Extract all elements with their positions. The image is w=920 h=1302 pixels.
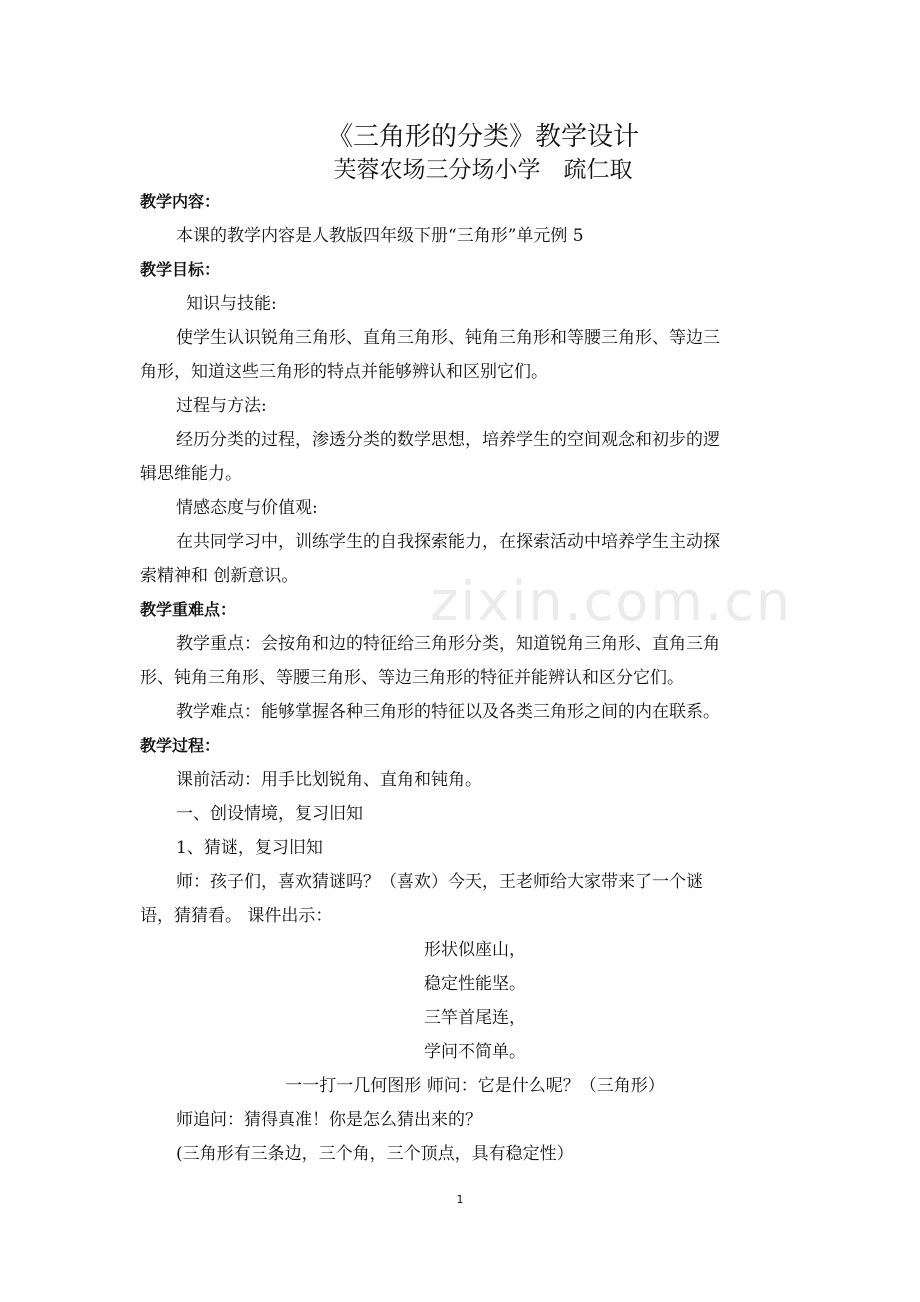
paragraph-line: 师：孩子们，喜欢猜谜吗？（喜欢）今天，王老师给大家带来了一个谜 [176,872,703,892]
riddle-line: 学问不简单。 [424,1042,526,1062]
section-heading-goals: 教学目标： [140,260,221,279]
riddle-line: 形状似座山， [424,940,526,960]
subheading-knowledge-skills: 知识与技能: [186,294,277,314]
paragraph-line: 索精神和 创新意识。 [140,566,299,586]
paragraph-line: 1、猜谜，复习旧知 [176,838,323,858]
riddle-answer-line: 一一打一几何图形 师问：它是什么呢？（三角形） [285,1076,665,1096]
section-heading-content: 教学内容： [140,192,221,211]
document-subtitle: 芙蓉农场三分场小学 疏仁取 [333,157,633,183]
paragraph-line: 教学重点：会按角和边的特征给三角形分类，知道锐角三角形、直角三角 [176,634,720,654]
paragraph-line: 在共同学习中，训练学生的自我探索能力，在探索活动中培养学生主动探 [176,532,720,552]
document-title: 《三角形的分类》教学设计 [326,122,639,152]
paragraph-line: 师追问：猜得真准！你是怎么猜出来的？ [176,1110,482,1130]
paragraph-line: 辑思维能力。 [140,464,242,484]
watermark-text: zixin.com.cn [430,570,793,633]
section-heading-key-points: 教学重难点： [140,600,237,619]
paragraph-line: 经历分类的过程，渗透分类的数学思想，培养学生的空间观念和初步的逻 [176,430,720,450]
paragraph-line: 使学生认识锐角三角形、直角三角形、钝角三角形和等腰三角形、等边三 [176,328,720,348]
riddle-line: 稳定性能坚。 [424,974,526,994]
riddle-line: 三竿首尾连， [424,1008,526,1028]
section-heading-process: 教学过程： [140,736,221,755]
paragraph-line: 角形，知道这些三角形的特点并能够辨认和区别它们。 [140,362,548,382]
paragraph-line: (三角形有三条边，三个角，三个顶点，具有稳定性） [176,1144,574,1164]
paragraph-line: 本课的教学内容是人教版四年级下册“三角形”单元例 5 [176,226,584,246]
subheading-emotion-values: 情感态度与价值观: [176,498,318,518]
paragraph-line: 形、钝角三角形、等腰三角形、等边三角形的特征并能辨认和区分它们。 [140,668,684,688]
paragraph-line: 课前活动：用手比划锐角、直角和钝角。 [176,770,482,790]
page-number: 1 [456,1193,464,1206]
subheading-process-method: 过程与方法: [176,396,267,416]
paragraph-line: 一、创设情境，复习旧知 [176,804,363,824]
paragraph-line: 语，猜猜看。 课件出示： [140,906,333,926]
paragraph-line: 教学难点：能够掌握各种三角形的特征以及各类三角形之间的内在联系。 [176,702,720,722]
